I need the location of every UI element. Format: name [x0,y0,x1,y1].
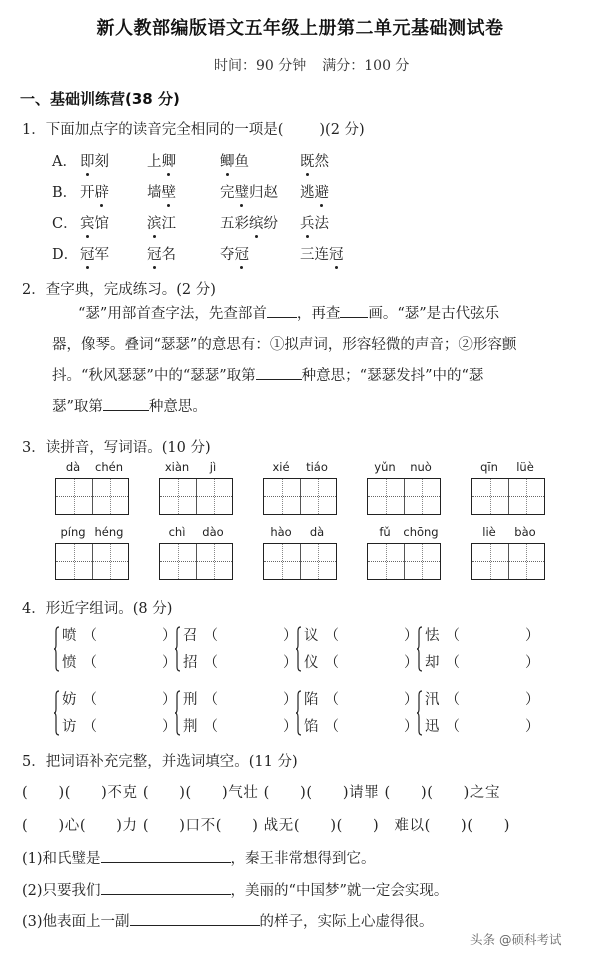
option-word [220,212,278,233]
similar-char: 喷 [62,628,77,644]
pinyin-label [471,525,547,541]
text: ，再查 [296,306,341,322]
dotted-char: 辟 [95,181,110,202]
blank-meaning-1[interactable] [256,365,302,380]
paren-close: ） [283,655,298,671]
dotted-char: 冠 [235,243,250,264]
word-group-row[interactable] [62,624,182,645]
dotted-char: 鲫 [220,150,235,171]
option-word [80,243,109,264]
sentence-3-blank[interactable] [130,911,260,926]
pinyin-item [55,525,131,581]
char: 归赵 [249,185,278,201]
exam-score: 满分：100 分 [322,58,410,74]
writing-grid[interactable] [471,543,545,580]
pinyin-label [367,525,443,541]
char-pair [54,688,184,740]
char-pair [296,688,426,740]
word-group-row[interactable] [62,651,182,672]
option-word [80,150,109,171]
writing-grid[interactable] [367,543,441,580]
paren-close: ） [525,692,540,708]
pinyin-item [263,460,339,516]
text: “瑟”用部首查字法，先查部首 [78,306,267,322]
similar-char: 汛 [425,692,440,708]
dotted-char: 冠 [329,243,344,264]
char: 然 [314,154,329,170]
question-5-stem: 5．把词语补充完整，并选词填空。(11 分) [22,754,298,770]
pinyin-syllable: jì [209,460,217,474]
char-pair [296,624,426,676]
paren-open: （ [203,655,218,671]
question-2-line-3 [52,362,483,390]
paren-open: （ [445,719,460,735]
text: 画。“瑟”是古代弦乐 [368,306,500,322]
paren-open: （ [82,655,97,671]
question-2-line-4 [52,393,207,421]
paren-close: ） [404,628,419,644]
word-group-row[interactable] [183,624,303,645]
pinyin-item [159,525,235,581]
text: ，美丽的“中国梦”就一定会实现。 [230,883,449,899]
char: 名 [161,247,176,263]
word-group-row[interactable] [183,715,303,736]
pinyin-syllable: dà [65,460,81,474]
dotted-char: 滨 [147,212,162,233]
dotted-char: 既 [300,150,315,171]
word-group-row[interactable] [425,715,545,736]
paren-close: ） [283,719,298,735]
pinyin-syllable: qīn [480,460,498,474]
option-word [300,181,329,202]
similar-char: 怯 [425,628,440,644]
word-group-row[interactable] [304,624,424,645]
paren-open: （ [203,692,218,708]
question-4-stem: 4．形近字组词。(8 分) [22,601,173,617]
pinyin-syllable: héng [94,525,124,539]
char: 纷 [263,216,278,232]
paren-close: ） [162,628,177,644]
pinyin-syllable: hào [270,525,292,539]
pinyin-syllable: bào [514,525,536,539]
question-1-text: 1．下面加点字的读音完全相同的一项是( [22,122,284,138]
dotted-char: 卿 [162,150,177,171]
pinyin-label [263,525,339,541]
paren-open: （ [445,628,460,644]
paren-open: （ [82,628,97,644]
pinyin-syllable: nuò [410,460,432,474]
exam-info [214,55,409,75]
option-b[interactable] [52,181,452,201]
option-word [80,212,109,233]
word-group-row[interactable] [62,715,182,736]
pinyin-item [367,525,443,581]
similar-char: 妨 [62,692,77,708]
writing-grid[interactable] [159,478,233,515]
paren-close: ） [283,628,298,644]
char: 刻 [94,154,109,170]
pinyin-item [471,525,547,581]
paren-open: （ [324,692,339,708]
question-2-line-2: 器，像琴。叠词“瑟瑟”的意思有：①拟声词，形容轻微的声音；②形容颤 [52,337,517,353]
pinyin-syllable: liè [482,525,496,539]
similar-char: 陷 [304,692,319,708]
dotted-char: 宾 [80,212,95,233]
pinyin-syllable: chén [95,460,123,474]
paren-close: ） [283,692,298,708]
paren-open: （ [324,719,339,735]
paren-close: ） [404,692,419,708]
option-label: C． [52,216,78,232]
paren-close: ） [525,655,540,671]
pinyin-label [263,460,339,476]
sentence-2-blank[interactable] [101,880,231,895]
option-word [220,150,249,171]
word-group-row[interactable] [425,624,545,645]
char: 五彩 [220,216,249,232]
similar-char: 召 [183,628,198,644]
paren-open: （ [203,628,218,644]
char-pair [175,624,305,676]
text: (1)和氏璧是 [22,851,101,867]
char: 完 [220,185,235,201]
char: 鱼 [234,154,249,170]
brace-icon [175,626,181,672]
char: 军 [94,247,109,263]
pinyin-syllable: lüè [516,460,534,474]
page-title: 新人教部编版语文五年级上册第二单元基础测试卷 [96,18,504,39]
dotted-char: 缤 [249,212,264,233]
exam-time: 时间：90 分钟 [214,58,307,74]
char: 上 [147,154,162,170]
pinyin-label [471,460,547,476]
option-a[interactable] [52,150,452,170]
word-group-row[interactable] [304,651,424,672]
pinyin-syllable: fǔ [379,525,391,539]
char: 法 [314,216,329,232]
brace-icon [417,626,423,672]
similar-char: 议 [304,628,319,644]
option-word [220,243,249,264]
text: 抖。“秋风瑟瑟”中的“瑟瑟”取第 [52,368,256,384]
paren-close: ） [404,719,419,735]
blank-meaning-2[interactable] [103,396,149,411]
pinyin-item [471,460,547,516]
paren-open: （ [324,655,339,671]
brace-icon [296,690,302,736]
option-word [147,181,176,202]
writing-grid[interactable] [159,543,233,580]
sentence-2 [22,879,448,900]
char-pair [417,624,547,676]
question-2-stem: 2．查字典，完成练习。(2 分) [22,282,216,298]
similar-char: 迅 [425,719,440,735]
text: 种意思；“瑟瑟发抖”中的“瑟 [301,368,484,384]
pinyin-syllable: píng [60,525,86,539]
word-group-row[interactable] [425,651,545,672]
text: (3)他表面上一副 [22,914,130,930]
word-group-row[interactable] [62,688,182,709]
watermark: 头条 @硕科考试 [470,932,562,947]
char-pair [417,688,547,740]
writing-grid[interactable] [471,478,545,515]
char: 馆 [94,216,109,232]
sentence-1-blank[interactable] [101,848,231,863]
blank-radical[interactable] [267,303,297,318]
idiom-row-2[interactable]: ( )心( )力 ( )口不( ) 战无( )( ) 难以( )( ) [22,818,511,834]
pinyin-label [55,460,131,476]
option-word [147,150,176,171]
text: (2)只要我们 [22,883,101,899]
similar-char: 刑 [183,692,198,708]
char-pair [54,624,184,676]
paren-close: ） [162,655,177,671]
paren-open: （ [203,719,218,735]
dotted-char: 兵 [300,212,315,233]
text: 的样子，实际上心虚得很。 [259,914,434,930]
dotted-char: 璧 [235,181,250,202]
option-word [220,181,278,202]
paren-close: ） [404,655,419,671]
question-1-points: )(2 分) [319,122,365,138]
option-word [300,212,329,233]
word-group-row[interactable] [304,688,424,709]
dotted-char: 即 [80,150,95,171]
option-d[interactable] [52,243,452,263]
option-label: D． [52,247,79,263]
char: 夺 [220,247,235,263]
pinyin-item [367,460,443,516]
char: 三连 [300,247,329,263]
option-label: B． [52,185,78,201]
pinyin-syllable: xié [272,460,290,474]
similar-char: 访 [62,719,77,735]
option-word [147,243,176,264]
text: ，秦王非常想得到它。 [230,851,376,867]
question-2-line-1 [52,300,499,328]
option-label: A． [52,154,77,170]
writing-grid[interactable] [55,543,129,580]
pinyin-label [159,460,235,476]
pinyin-item [159,460,235,516]
blank-strokes[interactable] [340,303,368,318]
pinyin-syllable: xiàn [164,460,190,474]
similar-char: 招 [183,655,198,671]
char: 逃 [300,185,315,201]
pinyin-syllable: dà [309,525,325,539]
section-heading: 一、基础训练营(38 分) [20,90,180,108]
paren-close: ） [162,692,177,708]
pinyin-label [55,525,131,541]
dotted-char: 避 [315,181,330,202]
pinyin-syllable: chì [168,525,186,539]
pinyin-item [55,460,131,516]
similar-char: 仪 [304,655,319,671]
paren-close: ） [525,719,540,735]
option-word [300,150,329,171]
question-3-stem: 3．读拼音，写词语。(10 分) [22,440,211,456]
char: 江 [161,216,176,232]
dotted-char: 冠 [147,243,162,264]
text: 瑟”取第 [52,399,103,415]
writing-grid[interactable] [263,478,337,515]
paren-open: （ [445,655,460,671]
similar-char: 馅 [304,719,319,735]
word-group-row[interactable] [183,688,303,709]
pinyin-label [159,525,235,541]
similar-char: 愤 [62,655,77,671]
pinyin-item [263,525,339,581]
option-word [300,243,344,264]
text: 种意思。 [148,399,207,415]
dotted-char: 壁 [162,181,177,202]
pinyin-syllable: tiáo [306,460,328,474]
brace-icon [296,626,302,672]
char-pair [175,688,305,740]
writing-grid[interactable] [367,478,441,515]
brace-icon [417,690,423,736]
pinyin-label [367,460,443,476]
idiom-row-1[interactable]: ( )( )不克 ( )( )气壮 ( )( )请罪 ( )( )之宝 [22,785,501,801]
similar-char: 却 [425,655,440,671]
sentence-1 [22,847,376,868]
sentence-3 [22,910,434,931]
char: 墙 [147,185,162,201]
brace-icon [175,690,181,736]
pinyin-syllable: dào [202,525,224,539]
paren-open: （ [324,628,339,644]
option-word [80,181,109,202]
pinyin-syllable: yǔn [374,460,396,474]
brace-icon [54,690,60,736]
option-word [147,212,176,233]
word-group-row[interactable] [425,688,545,709]
dotted-char: 冠 [80,243,95,264]
question-1-stem [22,118,365,139]
word-group-row[interactable] [304,715,424,736]
paren-open: （ [82,719,97,735]
similar-char: 荆 [183,719,198,735]
pinyin-syllable: chōng [403,525,439,539]
paren-open: （ [82,692,97,708]
writing-grid[interactable] [55,478,129,515]
writing-grid[interactable] [263,543,337,580]
brace-icon [54,626,60,672]
option-c[interactable] [52,212,452,232]
paren-open: （ [445,692,460,708]
word-group-row[interactable] [183,651,303,672]
char: 开 [80,185,95,201]
paren-close: ） [525,628,540,644]
paren-close: ） [162,719,177,735]
